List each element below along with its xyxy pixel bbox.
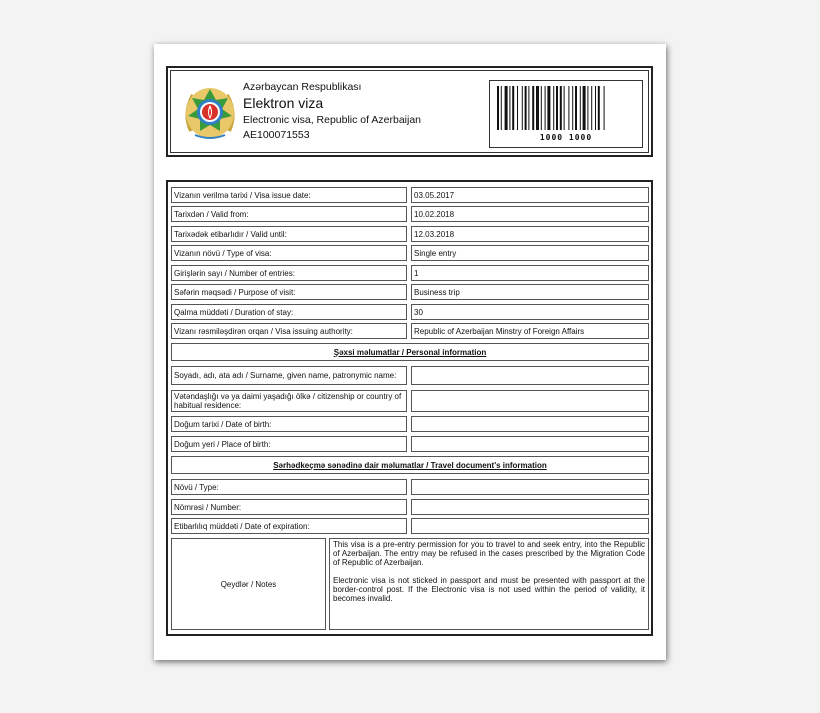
duration-value: 30 xyxy=(411,304,649,320)
authority-value: Republic of Azerbaijan Minstry of Foreign Affairs xyxy=(411,323,649,339)
full-name-label: Soyadı, adı, ata adı / Surname, given name, patronymic name: xyxy=(171,366,407,385)
birth-date-value xyxy=(411,416,649,432)
visa-header-inner xyxy=(170,70,649,153)
visa-number: AE100071553 xyxy=(243,129,310,141)
barcode-bar xyxy=(545,86,546,130)
document-subtitle: Electronic visa, Republic of Azerbaijan xyxy=(243,114,422,126)
country-name: Azərbaycan Respublikası xyxy=(243,81,362,93)
visa-document xyxy=(154,44,666,660)
azerbaijan-emblem-icon xyxy=(181,83,239,143)
barcode-bar xyxy=(553,86,554,130)
document-title: Elektron viza xyxy=(243,95,324,111)
doc-type-label: Növü / Type: xyxy=(171,479,407,495)
doc-number-label: Nömrəsi / Number: xyxy=(171,499,407,515)
barcode-bar xyxy=(556,86,558,130)
barcode-bar xyxy=(583,86,586,130)
visa-type-value: Single entry xyxy=(411,245,649,261)
barcode-bar xyxy=(587,86,588,130)
authority-label: Vizanı rəsmiləşdirən orqan / Visa issuing authority: xyxy=(171,323,407,339)
barcode-bar xyxy=(501,86,502,130)
doc-number-value xyxy=(411,499,649,515)
entries-value: 1 xyxy=(411,265,649,281)
valid-until-value: 12.03.2018 xyxy=(411,226,649,242)
visa-type-label: Vizanın növü / Type of visa: xyxy=(171,245,407,261)
barcode-bar xyxy=(536,86,539,130)
barcode-bar xyxy=(572,86,573,130)
citizenship-label: Vətəndaşlığı və ya daimi yaşadığı ölkə / citizenship or country of habitual residence: xyxy=(171,390,407,412)
doc-type-value xyxy=(411,479,649,495)
purpose-label: Səfərin məqsədi / Purpose of visit: xyxy=(171,284,407,300)
notes-paragraph-1: This visa is a pre-entry permission for you to travel to and seek entry, into the Republic of Azerbaijan. The entry may be refused in the cases prescribed by the Migration Code of Republic of Azerbaijan. xyxy=(333,540,645,567)
barcode-bar xyxy=(517,86,518,130)
barcode-bar xyxy=(560,86,562,130)
doc-expiration-label: Etibarlılıq müddəti / Date of expiration: xyxy=(171,518,407,534)
visa-header-text xyxy=(243,81,421,141)
barcode-number: 1000 1000 xyxy=(539,133,593,142)
barcode-bar xyxy=(598,86,600,130)
travel-document-heading: Sərhədkeçmə sənədinə dair məlumatlar / Travel document's information xyxy=(171,456,649,474)
birth-place-label: Doğum yeri / Place of birth: xyxy=(171,436,407,452)
barcode-bar xyxy=(547,86,550,130)
issue-date-value: 03.05.2017 xyxy=(411,187,649,203)
visa-header xyxy=(166,66,653,157)
birth-place-value xyxy=(411,436,649,452)
barcode-bars xyxy=(495,86,637,132)
notes-label: Qeydlər / Notes xyxy=(171,538,326,630)
barcode-bar xyxy=(564,86,565,130)
entries-label: Girişlərin sayı / Number of entries: xyxy=(171,265,407,281)
barcode-bar xyxy=(522,86,523,130)
barcode-bar xyxy=(512,86,514,130)
barcode-bar xyxy=(525,86,527,130)
barcode-bar xyxy=(568,86,569,130)
barcode-bar xyxy=(580,86,581,130)
barcode-bar xyxy=(541,86,542,130)
barcode-bar xyxy=(591,86,592,130)
barcode-bar xyxy=(575,86,577,130)
duration-label: Qalma müddəti / Duration of stay: xyxy=(171,304,407,320)
valid-until-label: Tarixədək etibarlıdır / Valid until: xyxy=(171,226,407,242)
visa-form xyxy=(166,180,653,636)
barcode-bar xyxy=(604,86,605,130)
birth-date-label: Doğum tarixi / Date of birth: xyxy=(171,416,407,432)
valid-from-label: Tarixdən / Valid from: xyxy=(171,206,407,222)
barcode-bar xyxy=(505,86,508,130)
notes-paragraph-2: Electronic visa is not sticked in passport and must be presented with passport at the border-control post. If the Electronic visa is not used within the period of validity, it becomes invalid. xyxy=(333,576,645,603)
doc-expiration-value xyxy=(411,518,649,534)
purpose-value: Business trip xyxy=(411,284,649,300)
barcode-bar xyxy=(595,86,596,130)
notes-text xyxy=(329,538,649,630)
personal-info-heading: Şəxsi məlumatlar / Personal information xyxy=(171,343,649,361)
valid-from-value: 10.02.2018 xyxy=(411,206,649,222)
barcode-bar xyxy=(532,86,534,130)
barcode xyxy=(489,80,643,148)
citizenship-value xyxy=(411,390,649,412)
barcode-bar xyxy=(497,86,499,130)
barcode-bar xyxy=(509,86,510,130)
full-name-value xyxy=(411,366,649,385)
barcode-bar xyxy=(528,86,529,130)
issue-date-label: Vizanın verilmə tarixi / Visa issue date: xyxy=(171,187,407,203)
